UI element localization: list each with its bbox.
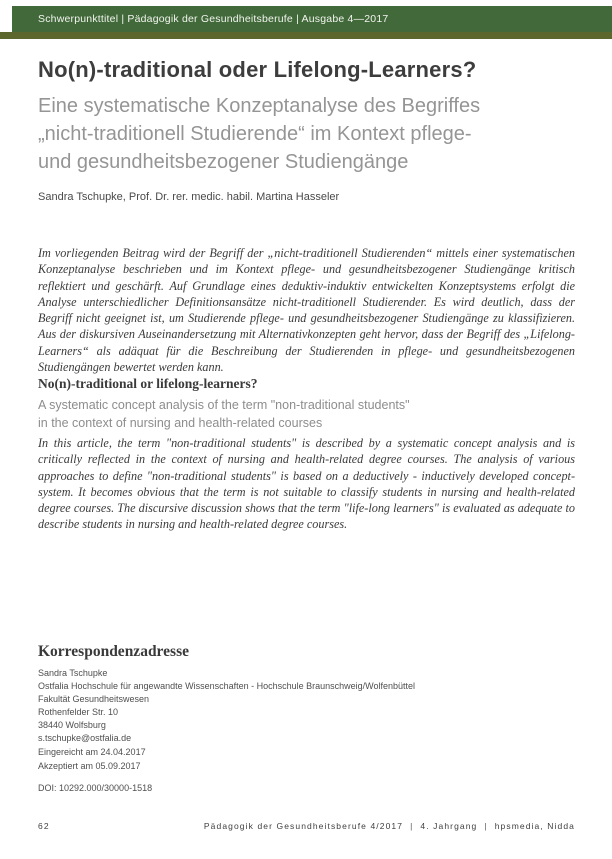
accepted-date: Akzeptiert am 05.09.2017 [38,760,141,771]
footer-separator: | [484,821,488,831]
abstract-english: In this article, the term "non-traditional students" is described by a systematic concept analysis and is critically reflected in the context of nursing and health-related degree courses. The analysis of various approaches to define "non-traditional students" is based on a deductively - inductively developed concept-system. It becomes obvious that the term is not suitable to classify students in nursing and health-related degree courses. The discursive discussion shows that the term "life-long learners" is evaluated as adequate to describe students in nursing and health-related degree courses. [38,436,575,532]
footer-journal-line [204,821,575,831]
footer-journal-title: Pädagogik der Gesundheitsberufe 4/2017 [203,821,404,831]
article-subtitle-line: und gesundheitsbezogener Studiengänge [38,151,409,173]
header-text: Schwerpunkttitel | Pädagogik der Gesundheitsberufe | Ausgabe 4—2017 [38,13,389,25]
article-title: No(n)-traditional oder Lifelong-Learners? [38,57,477,82]
footer-publisher: hpsmedia, Nidda [494,821,575,831]
english-subtitle [38,397,578,432]
footer-separator: | [410,821,414,831]
english-title: No(n)-traditional or lifelong-learners? [38,376,258,391]
address-line-street: Rothenfelder Str. 10 [38,707,119,717]
correspondence-heading: Korrespondenzadresse [38,643,189,660]
accent-strip [0,32,612,39]
page-footer [38,821,575,831]
abstract-german: Im vorliegenden Beitrag wird der Begriff der „nicht-traditionell Studierenden“ mittels einer systematischen Konzeptanalyse beschrieben und im Kontext pflege- und gesundheitsbezogener Studiengänge kritisch reflektiert und geschärft. Auf Grundlage eines deduktiv-induktiv entwickelten Konzeptsystems erfolgt die Analyse unterschiedlicher Definitionsansätze nicht-traditionell Studierender. Es wird deutlich, dass der Begriff nicht geeignet ist, um Studierende pflege- und gesundheitsbezogener Studiengänge zu klassifizieren. Aus der diskursiven Auseinandersetzung mit Alternativkonzepten geht hervor, dass der Begriff des „Lifelong-Learners“ als adäquat für die Beschreibung der Studierenden in pflege- und gesundheitsbezogenen Studiengängen bewertet werden kann. [38,246,575,375]
footer-volume: 4. Jahrgang [420,821,478,831]
article-subtitle [38,92,583,176]
address-line-faculty: Fakultät Gesundheitswesen [38,694,150,704]
english-subtitle-line: A systematic concept analysis of the term "non-traditional students" [38,398,410,412]
address-line-institution: Ostfalia Hochschule für angewandte Wissenschaften - Hochschule Braunschweig/Wolfenbüttel [38,681,416,691]
article-subtitle-line: „nicht-traditionell Studierende“ im Kontext pflege- [38,123,472,145]
correspondence-address [38,667,578,745]
submitted-date: Eingereicht am 24.04.2017 [38,747,146,757]
english-subtitle-line: in the context of nursing and health-related courses [38,415,323,430]
address-line-name: Sandra Tschupke [38,668,108,678]
authors-line: Sandra Tschupke, Prof. Dr. rer. medic. habil. Martina Hasseler [38,191,340,203]
header-bar [12,6,612,32]
page-number: 62 [38,821,50,831]
address-line-email: s.tschupke@ostfalia.de [38,733,132,743]
doi-line: DOI: 10292.000/30000-1518 [38,783,153,793]
submission-dates [38,746,438,773]
article-subtitle-line: Eine systematische Konzeptanalyse des Begriffes [38,95,481,117]
address-line-city: 38440 Wolfsburg [38,720,106,730]
